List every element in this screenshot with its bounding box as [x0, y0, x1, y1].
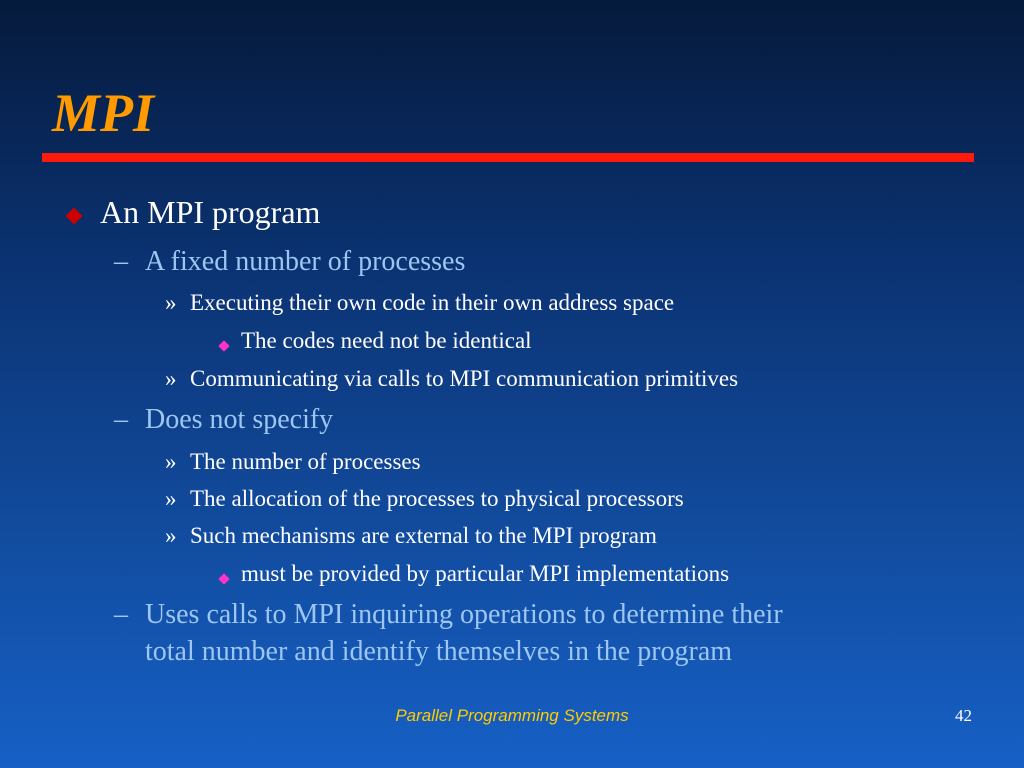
diamond-bullet-icon [220, 570, 228, 588]
bullet-l3-text: must be provided by particular MPI implementations [241, 561, 730, 586]
chevron-bullet: » [165, 523, 177, 548]
bullet-l2-text: Communicating via calls to MPI communication primitives [190, 366, 739, 391]
diamond-bullet-icon [220, 337, 228, 355]
chevron-bullet: » [165, 290, 177, 315]
chevron-bullet: » [165, 366, 177, 391]
dash-bullet: – [114, 246, 128, 277]
dash-bullet: – [114, 404, 128, 435]
chevron-bullet: » [165, 486, 177, 511]
bullet-l1-text: A fixed number of processes [145, 246, 466, 277]
bullet-l0-text: An MPI program [100, 194, 321, 230]
chevron-bullet: » [165, 449, 177, 474]
footer-title: Parallel Programming Systems [395, 706, 629, 725]
bullet-l2-text: The allocation of the processes to physical processors [190, 486, 684, 511]
slide-title: MPI [52, 83, 155, 143]
bullet-l2-text: Such mechanisms are external to the MPI program [190, 523, 657, 548]
bullet-l2-text: Executing their own code in their own address space [190, 290, 675, 315]
page-number: 42 [955, 706, 972, 725]
bullet-l1-text: Uses calls to MPI inquiring operations to determine their [145, 599, 783, 630]
bullet-l2-text: The number of processes [190, 449, 421, 474]
dash-bullet: – [114, 599, 128, 630]
bullet-l3-text: The codes need not be identical [241, 328, 532, 353]
bullet-l1-text-continued: total number and identify themselves in the program [145, 636, 733, 667]
diamond-bullet-icon [68, 209, 80, 227]
bullet-l1-text: Does not specify [145, 404, 334, 435]
